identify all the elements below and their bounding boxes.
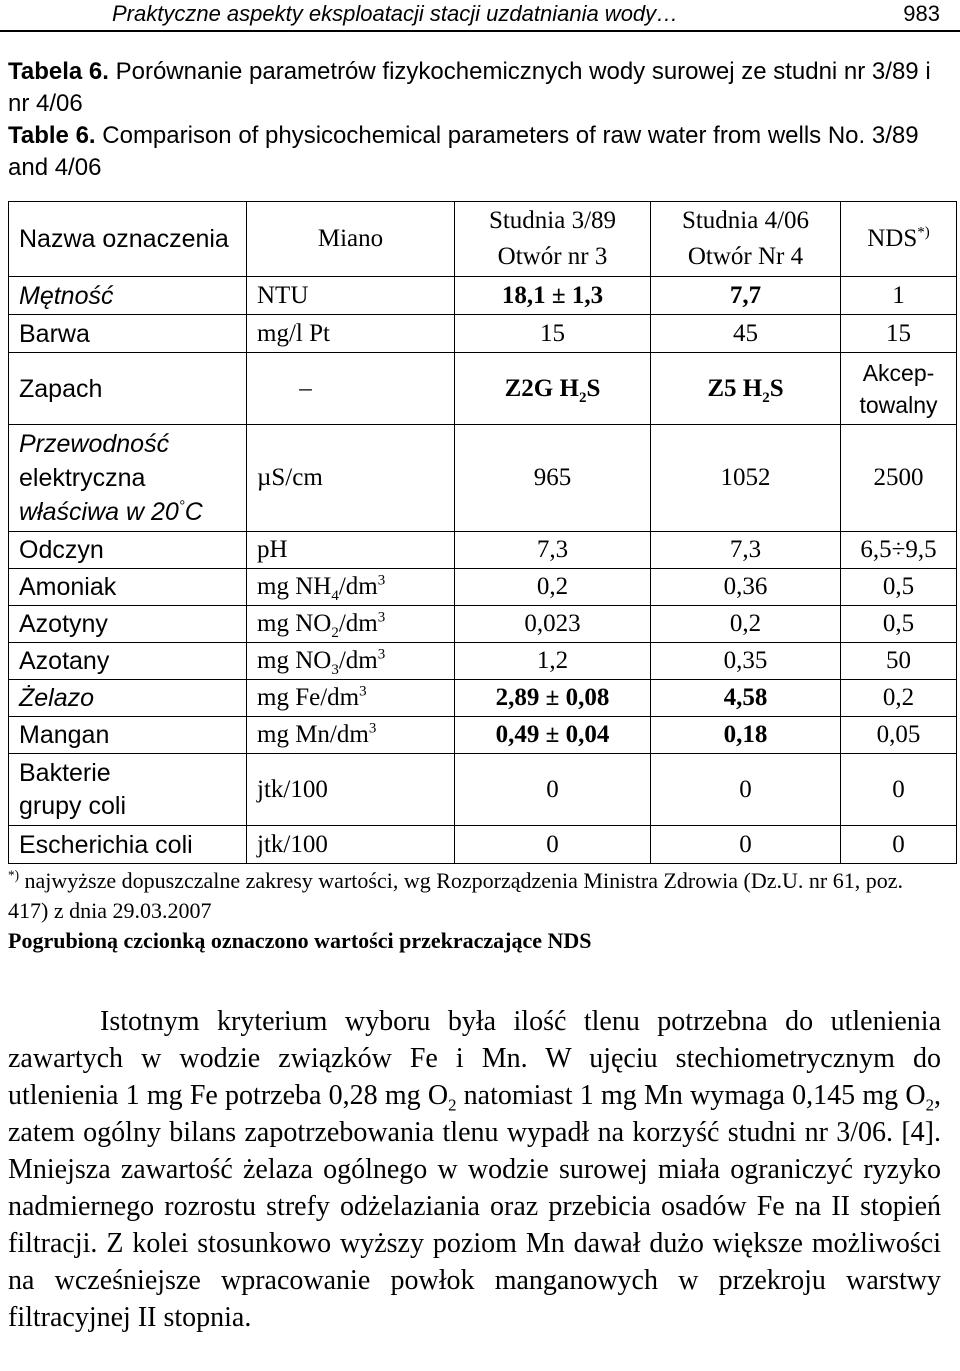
- row-well2: 7,7: [651, 277, 841, 315]
- row-unit: jtk/100: [247, 826, 455, 864]
- footnote-mark: *): [8, 867, 19, 883]
- row-name-line1: Bakterie: [19, 758, 111, 787]
- row-well2: 0,35: [651, 643, 841, 680]
- caption-polish: [8, 56, 953, 120]
- row-unit: [247, 717, 455, 754]
- row-well2-end: S: [769, 374, 784, 402]
- row-unit-text: mg Mn/dm: [257, 721, 369, 748]
- paragraph-text-1: Istotnym kryterium wyboru była ilość tlenu potrzebna do utlenienia zawartych w wodzie związków Fe i Mn. W ujęciu stechiometrycznym do utlenienia 1 mg Fe potrzeba 0,28 mg O: [8, 1006, 941, 1111]
- row-well2: 1052: [651, 425, 841, 532]
- row-nds: 1: [841, 277, 957, 315]
- row-name: Mangan: [9, 717, 247, 754]
- paragraph-text-2: natomiast 1 mg Mn wymaga 0,145 mg O: [456, 1080, 926, 1111]
- row-unit-text: mg Fe/dm: [257, 684, 360, 711]
- header-well1-line2: Otwór nr 3: [497, 243, 608, 270]
- table-caption: [8, 56, 953, 184]
- row-unit-end: /dm: [338, 573, 378, 600]
- header-unit: Miano: [247, 202, 455, 277]
- caption-en-text: Comparison of physicochemical parameters of raw water from wells No. 3/89 and 4/06: [8, 122, 919, 181]
- row-unit: µS/cm: [247, 425, 455, 532]
- row-nds: 50: [841, 643, 957, 680]
- row-well1: 7,3: [455, 532, 651, 569]
- row-name: Odczyn: [9, 532, 247, 569]
- header-nds-label: NDS: [867, 225, 918, 252]
- row-well2-sub: 2: [762, 389, 770, 406]
- row-unit: –: [247, 353, 455, 425]
- row-nds: 0: [841, 826, 957, 864]
- row-name: Azotany: [9, 643, 247, 680]
- row-well2: [651, 353, 841, 425]
- footnote: [8, 866, 943, 926]
- row-nds: 0,05: [841, 717, 957, 754]
- running-title: Praktyczne aspekty eksploatacji stacji uzdatniania wody…: [112, 1, 679, 26]
- row-well1: 15: [455, 315, 651, 353]
- table-row: [9, 606, 957, 643]
- table-notes: [8, 866, 943, 956]
- row-unit-text: mg NO: [257, 647, 332, 674]
- row-unit: pH: [247, 532, 455, 569]
- row-well2: 0: [651, 826, 841, 864]
- row-name: Zapach: [9, 353, 247, 425]
- row-well2: 45: [651, 315, 841, 353]
- row-unit-text: mg NO: [257, 610, 332, 637]
- table-row: [9, 826, 957, 864]
- row-well1: 2,89 ± 0,08: [455, 680, 651, 717]
- row-name-line3-text: właściwa w 20: [19, 498, 179, 526]
- row-unit: [247, 643, 455, 680]
- caption-pl-label: Tabela 6.: [8, 58, 109, 85]
- row-well2-text: Z5 H: [707, 374, 763, 402]
- header-well2: [651, 202, 841, 277]
- row-name: Barwa: [9, 315, 247, 353]
- caption-en-label: Table 6.: [8, 122, 96, 149]
- table-row: [9, 643, 957, 680]
- row-well1-sub: 2: [578, 389, 587, 406]
- row-name-degree: °: [178, 497, 185, 515]
- paragraph-text-3: , zatem ogólny bilans zapotrzebowania tlenu wypadł na korzyść studni nr 3/06. [4]. Mniejsza zawartość żelaza ogólnego w wodzie surowej miała ograniczyć ryzyko nadmiernego rozrostu strefy odżelaziania oraz przebicia osadów Fe na II stopień filtracji. Z kolei stosunkowo wyższy poziom Mn dawał dużo większe możliwości na wcześniejsze wpracowanie powłok manganowych w przekroju warstwy filtracyjnej II stopnia.: [8, 1080, 941, 1333]
- parameters-table: [8, 201, 957, 864]
- row-well1-text: Z2G H: [504, 374, 579, 402]
- header-well2-line1: Studnia 4/06: [681, 207, 810, 234]
- row-name: Escherichia coli: [9, 826, 247, 864]
- row-unit-sup: 3: [377, 609, 386, 626]
- table-row: [9, 277, 957, 315]
- row-well2: 4,58: [651, 680, 841, 717]
- row-well1: [455, 353, 651, 425]
- row-nds: Akcep-towalny: [841, 353, 957, 425]
- row-unit-text: mg NH: [257, 573, 332, 600]
- row-nds: 0: [841, 754, 957, 826]
- row-unit-sup: 3: [359, 683, 367, 700]
- page-number: 983: [903, 1, 940, 26]
- header-well2-line2: Otwór Nr 4: [687, 243, 804, 270]
- row-name-line3: [19, 498, 203, 526]
- header-name: Nazwa oznaczenia: [9, 202, 247, 277]
- row-unit-sup: 3: [368, 720, 377, 737]
- row-well2: 0: [651, 754, 841, 826]
- row-nds: 0,5: [841, 569, 957, 606]
- row-nds: 15: [841, 315, 957, 353]
- row-unit: [247, 569, 455, 606]
- row-unit-sub: 4: [331, 588, 339, 604]
- row-unit-sub: 3: [331, 662, 339, 678]
- row-unit: jtk/100: [247, 754, 455, 826]
- row-unit-sup: 3: [377, 646, 386, 663]
- bold-values-note: Pogrubioną czcionką oznaczono wartości przekraczające NDS: [8, 928, 592, 953]
- row-unit: [247, 680, 455, 717]
- row-nds: 0,2: [841, 680, 957, 717]
- table-row: [9, 680, 957, 717]
- table-row: [9, 717, 957, 754]
- header-well1: [455, 202, 651, 277]
- header-well1-line1: Studnia 3/89: [488, 207, 617, 234]
- running-header: [0, 0, 960, 32]
- row-well2: 0,18: [651, 717, 841, 754]
- row-nds: 0,5: [841, 606, 957, 643]
- row-unit: NTU: [247, 277, 455, 315]
- row-name: Żelazo: [9, 680, 247, 717]
- row-well1: 0,023: [455, 606, 651, 643]
- header-nds: [841, 202, 957, 277]
- row-well1: 1,2: [455, 643, 651, 680]
- row-name-line2: elektryczna: [19, 464, 146, 492]
- row-well1: 0,49 ± 0,04: [455, 717, 651, 754]
- table-header-row: [9, 202, 957, 277]
- row-unit-end: /dm: [338, 610, 378, 637]
- row-unit-end: /dm: [338, 647, 378, 674]
- paragraph-sub-1: 2: [448, 1095, 457, 1115]
- row-unit: [247, 606, 455, 643]
- row-name-line1: Przewodność: [19, 430, 170, 458]
- table-row: [9, 353, 957, 425]
- row-name: Amoniak: [9, 569, 247, 606]
- row-well1: 965: [455, 425, 651, 532]
- row-well1: 0: [455, 754, 651, 826]
- table-row: [9, 315, 957, 353]
- table-row: [9, 569, 957, 606]
- table-row: [9, 754, 957, 826]
- row-well2: 0,2: [651, 606, 841, 643]
- table-row: [9, 532, 957, 569]
- paragraph-sub-2: 2: [925, 1095, 934, 1115]
- caption-english: [8, 120, 953, 184]
- row-well1: 0: [455, 826, 651, 864]
- row-name: Mętność: [9, 277, 247, 315]
- row-unit-sup: 3: [377, 572, 386, 589]
- header-nds-sup: *): [917, 224, 930, 241]
- row-well1-end: S: [586, 374, 601, 402]
- row-name: Azotyny: [9, 606, 247, 643]
- row-name: [9, 425, 247, 532]
- row-name-line2: grupy coli: [19, 791, 126, 820]
- row-nds: 2500: [841, 425, 957, 532]
- row-name-line3-end: C: [184, 498, 203, 526]
- caption-pl-text: Porównanie parametrów fizykochemicznych wody surowej ze studni nr 3/89 i nr 4/06: [8, 58, 931, 117]
- row-nds: 6,5÷9,5: [841, 532, 957, 569]
- row-unit-sub: 2: [331, 625, 339, 641]
- footnote-text: najwyższe dopuszczalne zakresy wartości, wg Rozporządzenia Ministra Zdrowia (Dz.U. nr 61, poz. 417) z dnia 29.03.2007: [8, 868, 903, 923]
- row-well2: 7,3: [651, 532, 841, 569]
- table-row: [9, 425, 957, 532]
- row-unit: mg/l Pt: [247, 315, 455, 353]
- row-name: [9, 754, 247, 826]
- row-well2: 0,36: [651, 569, 841, 606]
- row-well1: 0,2: [455, 569, 651, 606]
- body-paragraph: [8, 1003, 941, 1336]
- row-well1: 18,1 ± 1,3: [455, 277, 651, 315]
